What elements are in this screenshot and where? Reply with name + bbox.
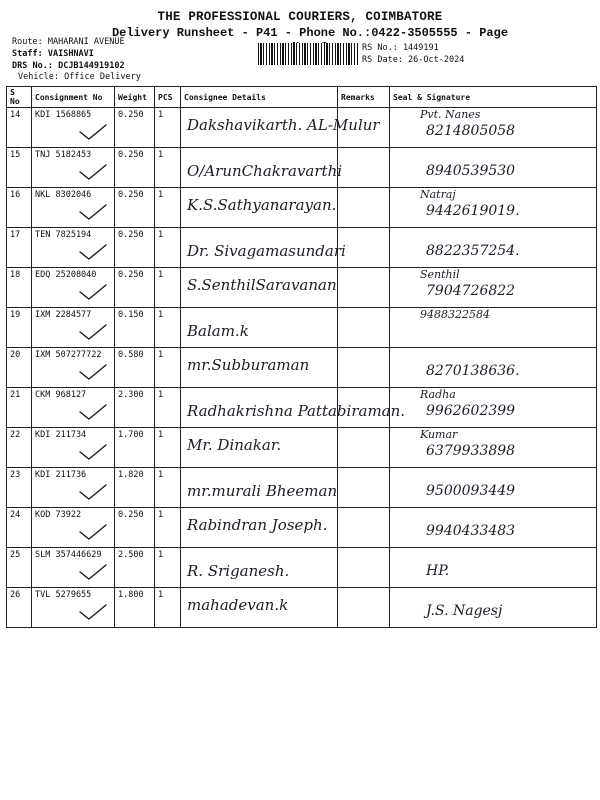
cell-weight: 0.250 (115, 228, 155, 268)
checkmark-icon (78, 602, 108, 622)
cell-consignment (32, 508, 115, 548)
table-row (7, 148, 597, 188)
cell-consignment (32, 268, 115, 308)
cell-pcs: 1 (155, 468, 181, 508)
cell-weight: 1.800 (115, 588, 155, 628)
consignee-name: Dr. Sivagamasundari (187, 242, 346, 260)
signature-phone: 8214805058 (426, 123, 516, 139)
col-signature: Seal & Signature (390, 87, 597, 108)
consignee-name: O/ArunChakravarthi (187, 162, 343, 180)
cell-signature (390, 108, 597, 148)
consignee-name: Dakshavikarth. AL-Mulur (187, 116, 380, 134)
cell-remarks (338, 588, 390, 628)
staff-value: VAISHNAVI (47, 49, 94, 59)
signature-note: 9488322584 (420, 308, 490, 321)
cell-sno: 21 (7, 388, 32, 428)
cell-consignee (181, 268, 338, 308)
signature-phone: 8270138636. (426, 363, 520, 379)
cell-pcs: 1 (155, 588, 181, 628)
cell-consignee (181, 548, 338, 588)
barcode (258, 43, 358, 65)
cell-consignment (32, 548, 115, 588)
consignee-name: Mr. Dinakar. (187, 436, 282, 454)
table-row (7, 468, 597, 508)
cell-weight: 1.820 (115, 468, 155, 508)
vehicle-label: Vehicle: (18, 72, 59, 82)
cell-consignee (181, 348, 338, 388)
cell-consignee (181, 588, 338, 628)
cell-pcs: 1 (155, 308, 181, 348)
signature-phone: 8822357254. (426, 243, 520, 259)
signature-phone: J.S. Nagesj (426, 603, 503, 619)
drs-value: DCJB144919102 (58, 61, 125, 71)
consignee-name: Rabindran Joseph. (187, 516, 328, 534)
cell-consignment (32, 108, 115, 148)
cell-consignee (181, 428, 338, 468)
consignment-number: KDI 211734 (35, 430, 87, 440)
cell-consignee (181, 508, 338, 548)
drs-label: DRS No.: (12, 61, 53, 71)
table-row (7, 308, 597, 348)
runsheet-table (6, 86, 597, 628)
cell-weight: 0.150 (115, 308, 155, 348)
cell-signature (390, 588, 597, 628)
cell-sno: 24 (7, 508, 32, 548)
cell-signature (390, 508, 597, 548)
consignee-name: Radhakrishna Pattabiraman. (187, 402, 406, 420)
cell-remarks (338, 308, 390, 348)
signature-phone: 9442619019. (426, 203, 520, 219)
cell-pcs: 1 (155, 228, 181, 268)
consignee-name: mahadevan.k (187, 596, 289, 614)
cell-signature (390, 428, 597, 468)
consignment-number: TNJ 5182453 (35, 150, 92, 160)
checkmark-icon (78, 442, 108, 462)
cell-sno: 15 (7, 148, 32, 188)
table-row (7, 548, 597, 588)
cell-sno: 25 (7, 548, 32, 588)
cell-signature (390, 308, 597, 348)
route-line (12, 37, 125, 47)
cell-consignee (181, 228, 346, 268)
col-remarks: Remarks (338, 87, 390, 108)
cell-consignment (32, 428, 115, 468)
consignee-name: mr.Subburaman (187, 356, 310, 374)
table-row (7, 188, 597, 228)
cell-weight: 0.580 (115, 348, 155, 388)
cell-weight: 0.250 (115, 188, 155, 228)
cell-remarks (338, 468, 390, 508)
consignment-number: CKM 968127 (35, 390, 87, 400)
consignment-number: TVL 5279655 (35, 590, 92, 600)
signature-phone: 9962602399 (426, 403, 516, 419)
table-row (7, 588, 597, 628)
cell-sno: 19 (7, 308, 32, 348)
cell-pcs: 1 (155, 348, 181, 388)
cell-pcs: 1 (155, 388, 181, 428)
signature-phone: 7904726822 (426, 283, 516, 299)
consignment-number: IXM 507277722 (35, 350, 102, 360)
cell-sno: 17 (7, 228, 32, 268)
signature-phone: HP. (426, 563, 450, 579)
cell-remarks (338, 188, 390, 228)
cell-pcs: 1 (155, 508, 181, 548)
cell-signature (390, 268, 597, 308)
consignment-number: KDI 1568865 (35, 110, 92, 120)
signature-phone: 9940433483 (426, 523, 516, 539)
cell-sno: 18 (7, 268, 32, 308)
vehicle-value: Office Delivery (64, 72, 141, 82)
col-consignee: Consignee Details (181, 87, 338, 108)
consignment-number: IXM 2284577 (35, 310, 92, 320)
cell-consignment (32, 388, 115, 428)
staff-line (12, 49, 94, 59)
cell-pcs: 1 (155, 428, 181, 468)
cell-sno: 20 (7, 348, 32, 388)
table-row (7, 508, 597, 548)
consignment-number: KOD 73922 (35, 510, 82, 520)
cell-sno: 23 (7, 468, 32, 508)
cell-signature (390, 188, 597, 228)
drs-line (12, 61, 125, 71)
cell-consignment (32, 148, 115, 188)
signature-phone: 8940539530 (426, 163, 516, 179)
cell-remarks (338, 108, 390, 148)
cell-remarks (338, 548, 390, 588)
consignee-name: K.S.Sathyanarayan. (187, 196, 337, 214)
signature-note: Pvt. Nanes (420, 108, 481, 121)
cell-remarks (338, 508, 390, 548)
cell-weight: 0.250 (115, 108, 155, 148)
checkmark-icon (78, 122, 108, 142)
cell-remarks (338, 148, 390, 188)
cell-consignee (181, 148, 343, 188)
cell-signature (390, 388, 597, 428)
cell-sno: 14 (7, 108, 32, 148)
cell-consignee (181, 468, 338, 508)
col-consignment: Consignment No (32, 87, 115, 108)
consignment-number: SLM 357446629 (35, 550, 102, 560)
consignee-name: S.SenthilSaravanan (187, 276, 337, 294)
cell-remarks (338, 228, 390, 268)
consignee-name: R. Sriganesh. (187, 562, 290, 580)
route-value: MAHARANI AVENUE (47, 37, 125, 47)
consignment-number: KDI 211736 (35, 470, 87, 480)
checkmark-icon (78, 162, 108, 182)
company-title: THE PROFESSIONAL COURIERS, COIMBATORE (157, 10, 443, 24)
consignment-number: EDQ 25208040 (35, 270, 97, 280)
cell-consignment (32, 348, 115, 388)
cell-consignee (181, 108, 380, 148)
checkmark-icon (78, 402, 108, 422)
cell-pcs: 1 (155, 548, 181, 588)
cell-weight: 1.700 (115, 428, 155, 468)
staff-label: Staff: (12, 49, 43, 59)
signature-note: Radha (420, 388, 456, 401)
signature-note: Natraj (420, 188, 456, 201)
consignment-number: NKL 8302046 (35, 190, 92, 200)
cell-weight: 2.500 (115, 548, 155, 588)
cell-pcs: 1 (155, 148, 181, 188)
cell-remarks (338, 388, 390, 428)
table-row (7, 268, 597, 308)
signature-phone: 9500093449 (426, 483, 516, 499)
cell-weight: 2.300 (115, 388, 155, 428)
table-row (7, 428, 597, 468)
checkmark-icon (78, 362, 108, 382)
cell-consignment (32, 588, 115, 628)
table-row (7, 228, 597, 268)
signature-note: Kumar (420, 428, 458, 441)
cell-signature (390, 228, 597, 268)
cell-signature (390, 468, 597, 508)
checkmark-icon (78, 482, 108, 502)
checkmark-icon (78, 322, 108, 342)
rs-date: RS Date: 26-Oct-2024 (362, 55, 465, 65)
cell-weight: 0.250 (115, 508, 155, 548)
cell-weight: 0.250 (115, 148, 155, 188)
checkmark-icon (78, 242, 108, 262)
consignee-name: Balam.k (187, 322, 249, 340)
cell-weight: 0.250 (115, 268, 155, 308)
runsheet-title: Delivery Runsheet - P41 - Phone No.:0422-3505555 - Page (111, 26, 509, 40)
table-row (7, 388, 597, 428)
cell-signature (390, 548, 597, 588)
cell-sno: 16 (7, 188, 32, 228)
table-row (7, 348, 597, 388)
cell-consignee (181, 388, 406, 428)
table-row (7, 108, 597, 148)
cell-consignment (32, 468, 115, 508)
route-label: Route: (12, 37, 43, 47)
rs-number: RS No.: 1449191 (362, 43, 439, 53)
cell-signature (390, 348, 597, 388)
col-pcs: PCS (155, 87, 181, 108)
consignee-name: mr.murali Bheeman (187, 482, 338, 500)
signature-note: Senthil (420, 268, 460, 281)
checkmark-icon (78, 562, 108, 582)
vehicle-line (18, 72, 141, 82)
cell-remarks (338, 428, 390, 468)
cell-pcs: 1 (155, 268, 181, 308)
col-sno: S No (7, 87, 32, 108)
cell-consignee (181, 188, 338, 228)
table-header-row (7, 87, 597, 108)
checkmark-icon (78, 282, 108, 302)
cell-consignment (32, 228, 115, 268)
cell-pcs: 1 (155, 108, 181, 148)
consignment-number: TEN 7825194 (35, 230, 92, 240)
cell-remarks (338, 268, 390, 308)
cell-consignment (32, 188, 115, 228)
cell-remarks (338, 348, 390, 388)
cell-pcs: 1 (155, 188, 181, 228)
col-weight: Weight (115, 87, 155, 108)
checkmark-icon (78, 522, 108, 542)
signature-phone: 6379933898 (426, 443, 516, 459)
cell-sno: 26 (7, 588, 32, 628)
cell-signature (390, 148, 597, 188)
cell-sno: 22 (7, 428, 32, 468)
cell-consignment (32, 308, 115, 348)
checkmark-icon (78, 202, 108, 222)
cell-consignee (181, 308, 338, 348)
